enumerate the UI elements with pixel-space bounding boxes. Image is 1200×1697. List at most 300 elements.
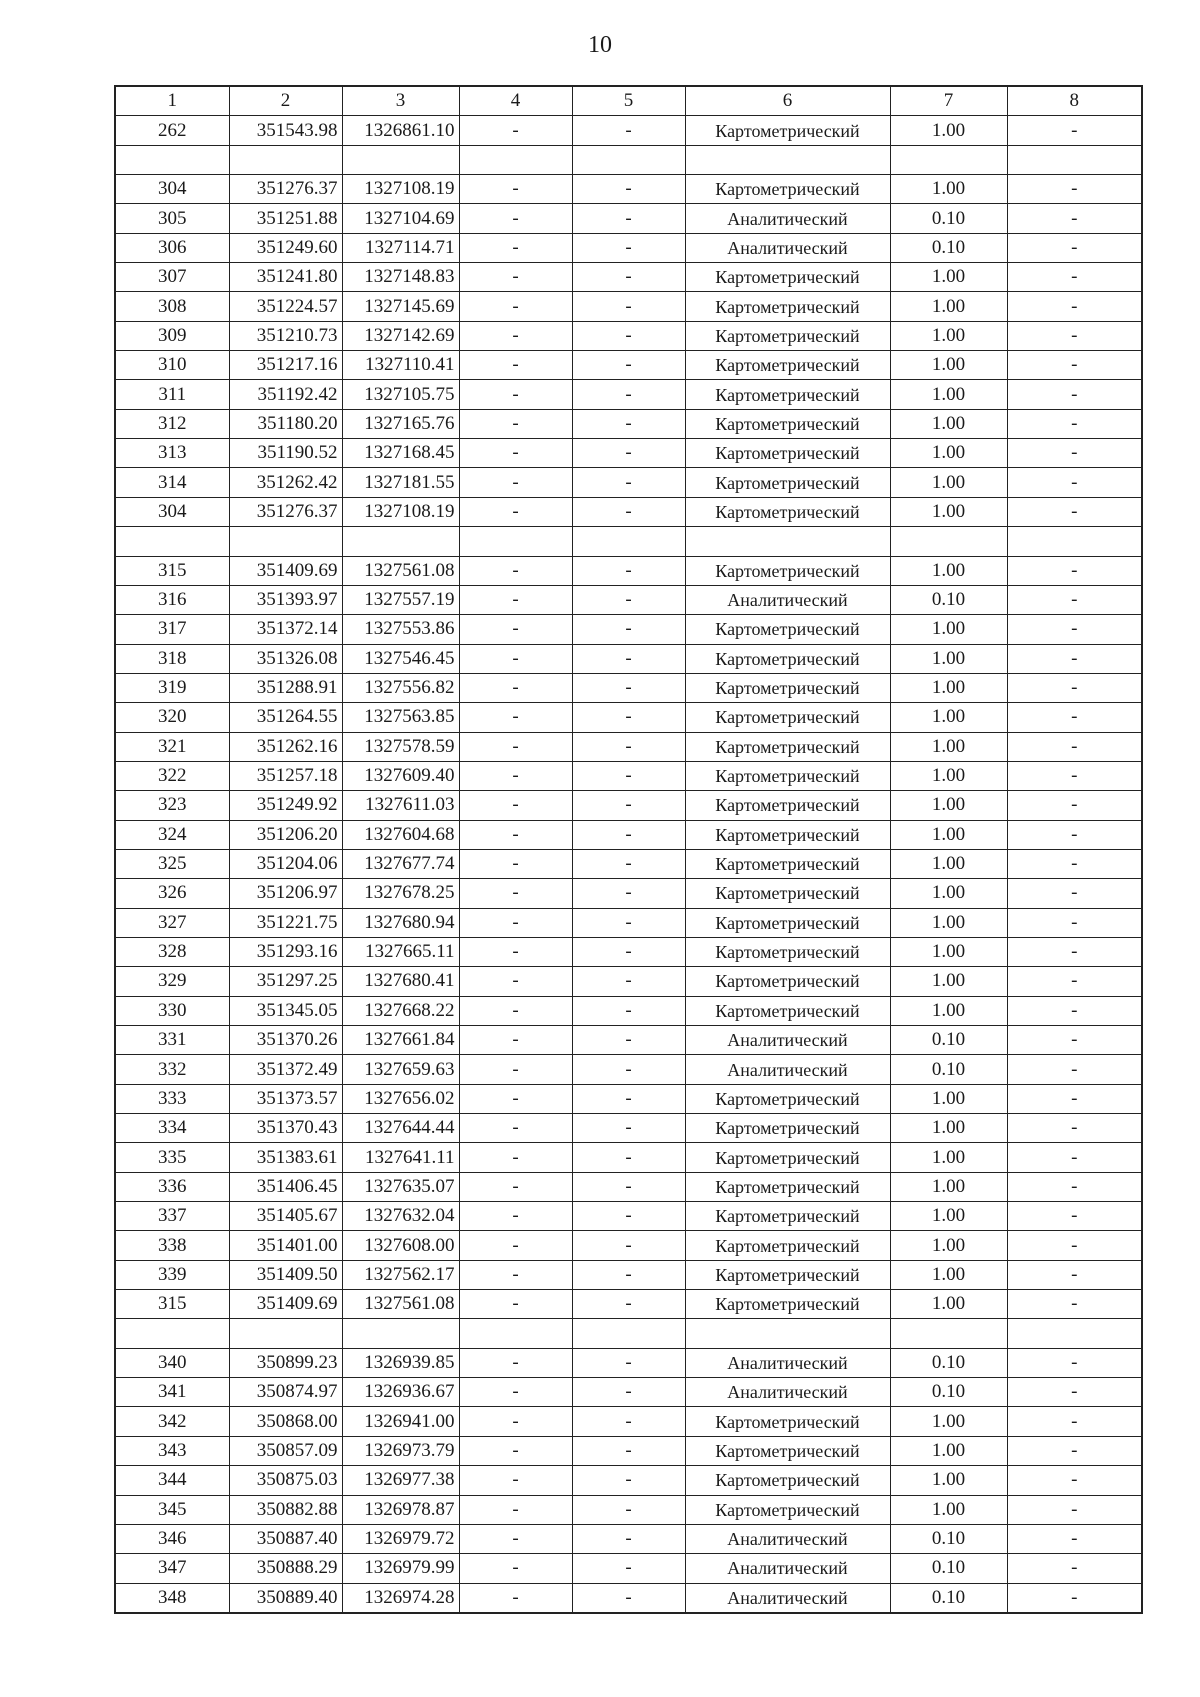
column-4-cell: - [459, 556, 572, 585]
method-cell: Картометрический [685, 967, 890, 996]
accuracy-cell: 1.00 [890, 292, 1007, 321]
y-coordinate-cell: 1327563.85 [342, 703, 459, 732]
method-cell: Аналитический [685, 1378, 890, 1407]
accuracy-cell: 0.10 [890, 1378, 1007, 1407]
point-number-cell: 315 [115, 556, 229, 585]
y-coordinate-cell: 1327546.45 [342, 644, 459, 673]
column-5-cell: - [572, 1084, 685, 1113]
table-row [115, 967, 1142, 996]
column-4-cell: - [459, 175, 572, 204]
table-row [115, 1055, 1142, 1084]
table-row [115, 732, 1142, 761]
table-row [115, 556, 1142, 585]
x-coordinate-cell: 351206.97 [229, 879, 342, 908]
column-8-cell: - [1007, 380, 1142, 409]
column-8-cell: - [1007, 937, 1142, 966]
point-number-cell: 317 [115, 615, 229, 644]
method-cell: Картометрический [685, 820, 890, 849]
column-4-cell: - [459, 967, 572, 996]
method-cell: Картометрический [685, 380, 890, 409]
column-5-cell: - [572, 849, 685, 878]
accuracy-cell: 0.10 [890, 1026, 1007, 1055]
y-coordinate-cell: 1327181.55 [342, 468, 459, 497]
y-coordinate-cell [342, 527, 459, 556]
x-coordinate-cell: 351190.52 [229, 439, 342, 468]
point-number-cell: 346 [115, 1524, 229, 1553]
x-coordinate-cell: 351393.97 [229, 585, 342, 614]
point-number-cell: 336 [115, 1172, 229, 1201]
y-coordinate-cell: 1326861.10 [342, 116, 459, 145]
x-coordinate-cell: 351370.26 [229, 1026, 342, 1055]
column-4-cell: - [459, 1114, 572, 1143]
column-5-cell: - [572, 996, 685, 1025]
column-5-cell: - [572, 820, 685, 849]
point-number-cell: 314 [115, 468, 229, 497]
column-8-cell: - [1007, 1202, 1142, 1231]
accuracy-cell: 1.00 [890, 1436, 1007, 1465]
column-5-cell [572, 145, 685, 174]
table-row [115, 908, 1142, 937]
column-5-cell: - [572, 1260, 685, 1289]
accuracy-cell: 1.00 [890, 439, 1007, 468]
x-coordinate-cell: 351370.43 [229, 1114, 342, 1143]
method-cell: Картометрический [685, 791, 890, 820]
accuracy-cell: 0.10 [890, 1348, 1007, 1377]
column-4-cell: - [459, 820, 572, 849]
table-row [115, 1436, 1142, 1465]
point-number-cell: 304 [115, 497, 229, 526]
y-coordinate-cell: 1327562.17 [342, 1260, 459, 1289]
x-coordinate-cell: 351224.57 [229, 292, 342, 321]
accuracy-cell: 1.00 [890, 116, 1007, 145]
table-row [115, 380, 1142, 409]
column-4-cell: - [459, 1348, 572, 1377]
y-coordinate-cell: 1326939.85 [342, 1348, 459, 1377]
column-4-cell: - [459, 879, 572, 908]
column-8-cell: - [1007, 409, 1142, 438]
x-coordinate-cell: 351180.20 [229, 409, 342, 438]
method-cell [685, 145, 890, 174]
x-coordinate-cell: 351217.16 [229, 351, 342, 380]
column-8-cell: - [1007, 1348, 1142, 1377]
column-5-cell: - [572, 791, 685, 820]
column-8-cell: - [1007, 879, 1142, 908]
column-8-cell: - [1007, 1231, 1142, 1260]
point-number-cell: 313 [115, 439, 229, 468]
point-number-cell: 348 [115, 1583, 229, 1613]
y-coordinate-cell: 1327608.00 [342, 1231, 459, 1260]
y-coordinate-cell: 1326979.72 [342, 1524, 459, 1553]
accuracy-cell: 0.10 [890, 233, 1007, 262]
column-5-cell: - [572, 1143, 685, 1172]
method-cell: Картометрический [685, 351, 890, 380]
point-number-cell: 304 [115, 175, 229, 204]
x-coordinate-cell: 351372.14 [229, 615, 342, 644]
accuracy-cell: 1.00 [890, 879, 1007, 908]
accuracy-cell: 1.00 [890, 732, 1007, 761]
column-4-cell: - [459, 1084, 572, 1113]
accuracy-cell: 1.00 [890, 321, 1007, 350]
accuracy-cell: 0.10 [890, 1055, 1007, 1084]
table-row [115, 468, 1142, 497]
y-coordinate-cell: 1327561.08 [342, 556, 459, 585]
column-4-cell: - [459, 1495, 572, 1524]
point-number-cell: 332 [115, 1055, 229, 1084]
column-8-cell: - [1007, 791, 1142, 820]
table-row [115, 996, 1142, 1025]
point-number-cell: 322 [115, 761, 229, 790]
column-5-cell [572, 1319, 685, 1348]
y-coordinate-cell: 1327611.03 [342, 791, 459, 820]
column-8-cell: - [1007, 321, 1142, 350]
column-4-cell: - [459, 497, 572, 526]
method-cell: Картометрический [685, 1260, 890, 1289]
column-4-cell: - [459, 703, 572, 732]
x-coordinate-cell: 351192.42 [229, 380, 342, 409]
x-coordinate-cell [229, 527, 342, 556]
accuracy-cell: 1.00 [890, 1202, 1007, 1231]
y-coordinate-cell: 1327556.82 [342, 673, 459, 702]
accuracy-cell: 1.00 [890, 703, 1007, 732]
y-coordinate-cell: 1326974.28 [342, 1583, 459, 1613]
x-coordinate-cell: 350888.29 [229, 1554, 342, 1583]
column-5-cell: - [572, 468, 685, 497]
table-row [115, 1260, 1142, 1289]
column-4-cell: - [459, 1583, 572, 1613]
column-8-cell: - [1007, 967, 1142, 996]
column-5-cell: - [572, 204, 685, 233]
x-coordinate-cell: 351383.61 [229, 1143, 342, 1172]
column-5-cell: - [572, 1348, 685, 1377]
coordinates-table [114, 85, 1143, 1614]
x-coordinate-cell: 351401.00 [229, 1231, 342, 1260]
point-number-cell: 327 [115, 908, 229, 937]
point-number-cell: 320 [115, 703, 229, 732]
x-coordinate-cell: 351264.55 [229, 703, 342, 732]
column-8-cell: - [1007, 175, 1142, 204]
column-8-cell [1007, 527, 1142, 556]
table-row [115, 1172, 1142, 1201]
column-4-cell: - [459, 644, 572, 673]
accuracy-cell: 1.00 [890, 1466, 1007, 1495]
column-4-cell: - [459, 1260, 572, 1289]
column-8-cell: - [1007, 996, 1142, 1025]
column-8-cell: - [1007, 497, 1142, 526]
method-cell [685, 1319, 890, 1348]
point-number-cell: 334 [115, 1114, 229, 1143]
y-coordinate-cell: 1327104.69 [342, 204, 459, 233]
table-row [115, 820, 1142, 849]
y-coordinate-cell: 1327148.83 [342, 263, 459, 292]
accuracy-cell: 1.00 [890, 996, 1007, 1025]
method-cell: Картометрический [685, 761, 890, 790]
method-cell: Картометрический [685, 468, 890, 497]
x-coordinate-cell: 351406.45 [229, 1172, 342, 1201]
column-8-cell: - [1007, 1114, 1142, 1143]
x-coordinate-cell: 350899.23 [229, 1348, 342, 1377]
method-cell: Картометрический [685, 732, 890, 761]
column-5-cell: - [572, 967, 685, 996]
y-coordinate-cell: 1327168.45 [342, 439, 459, 468]
column-4-cell: - [459, 204, 572, 233]
column-8-cell: - [1007, 1290, 1142, 1319]
column-header: 7 [890, 86, 1007, 116]
table-row [115, 1114, 1142, 1143]
method-cell: Картометрический [685, 1084, 890, 1113]
column-5-cell: - [572, 556, 685, 585]
x-coordinate-cell: 351297.25 [229, 967, 342, 996]
method-cell: Аналитический [685, 1055, 890, 1084]
accuracy-cell: 1.00 [890, 409, 1007, 438]
column-8-cell: - [1007, 615, 1142, 644]
table-row [115, 204, 1142, 233]
y-coordinate-cell: 1327609.40 [342, 761, 459, 790]
column-4-cell: - [459, 761, 572, 790]
y-coordinate-cell: 1327641.11 [342, 1143, 459, 1172]
method-cell: Картометрический [685, 116, 890, 145]
table-row [115, 1231, 1142, 1260]
column-5-cell: - [572, 1407, 685, 1436]
column-4-cell: - [459, 849, 572, 878]
column-4-cell [459, 145, 572, 174]
column-8-cell [1007, 1319, 1142, 1348]
table-row [115, 439, 1142, 468]
column-8-cell: - [1007, 761, 1142, 790]
method-cell: Картометрический [685, 879, 890, 908]
accuracy-cell: 1.00 [890, 351, 1007, 380]
accuracy-cell: 1.00 [890, 967, 1007, 996]
y-coordinate-cell: 1327659.63 [342, 1055, 459, 1084]
column-5-cell: - [572, 673, 685, 702]
y-coordinate-cell: 1327105.75 [342, 380, 459, 409]
accuracy-cell [890, 527, 1007, 556]
column-5-cell: - [572, 1436, 685, 1465]
column-4-cell: - [459, 1143, 572, 1172]
column-4-cell: - [459, 791, 572, 820]
x-coordinate-cell: 350868.00 [229, 1407, 342, 1436]
point-number-cell: 328 [115, 937, 229, 966]
point-number-cell: 333 [115, 1084, 229, 1113]
y-coordinate-cell: 1327578.59 [342, 732, 459, 761]
column-4-cell: - [459, 380, 572, 409]
column-4-cell: - [459, 1378, 572, 1407]
column-5-cell: - [572, 409, 685, 438]
y-coordinate-cell: 1327632.04 [342, 1202, 459, 1231]
x-coordinate-cell: 350857.09 [229, 1436, 342, 1465]
column-5-cell: - [572, 1231, 685, 1260]
point-number-cell: 315 [115, 1290, 229, 1319]
column-5-cell: - [572, 351, 685, 380]
table-row [115, 263, 1142, 292]
method-cell: Картометрический [685, 996, 890, 1025]
table-row [115, 644, 1142, 673]
accuracy-cell: 1.00 [890, 791, 1007, 820]
column-5-cell: - [572, 1524, 685, 1553]
column-4-cell: - [459, 351, 572, 380]
point-number-cell: 341 [115, 1378, 229, 1407]
column-4-cell: - [459, 1055, 572, 1084]
column-4-cell: - [459, 468, 572, 497]
column-4-cell: - [459, 1026, 572, 1055]
table-row [115, 849, 1142, 878]
accuracy-cell: 0.10 [890, 1583, 1007, 1613]
point-number-cell: 345 [115, 1495, 229, 1524]
method-cell: Картометрический [685, 937, 890, 966]
y-coordinate-cell: 1326936.67 [342, 1378, 459, 1407]
column-4-cell: - [459, 233, 572, 262]
method-cell: Аналитический [685, 1524, 890, 1553]
column-4-cell: - [459, 1202, 572, 1231]
point-number-cell [115, 527, 229, 556]
column-5-cell: - [572, 321, 685, 350]
column-5-cell: - [572, 263, 685, 292]
column-5-cell: - [572, 1495, 685, 1524]
column-4-cell: - [459, 908, 572, 937]
column-5-cell: - [572, 1202, 685, 1231]
column-8-cell: - [1007, 1554, 1142, 1583]
y-coordinate-cell: 1326973.79 [342, 1436, 459, 1465]
column-4-cell: - [459, 1466, 572, 1495]
x-coordinate-cell: 351345.05 [229, 996, 342, 1025]
accuracy-cell: 1.00 [890, 673, 1007, 702]
y-coordinate-cell: 1326977.38 [342, 1466, 459, 1495]
y-coordinate-cell: 1327114.71 [342, 233, 459, 262]
method-cell: Картометрический [685, 849, 890, 878]
column-4-cell: - [459, 1524, 572, 1553]
table-row [115, 615, 1142, 644]
column-5-cell: - [572, 1466, 685, 1495]
y-coordinate-cell [342, 145, 459, 174]
y-coordinate-cell: 1327165.76 [342, 409, 459, 438]
method-cell [685, 527, 890, 556]
column-4-cell: - [459, 409, 572, 438]
column-8-cell: - [1007, 908, 1142, 937]
point-number-cell: 311 [115, 380, 229, 409]
column-header: 1 [115, 86, 229, 116]
y-coordinate-cell: 1326941.00 [342, 1407, 459, 1436]
method-cell: Картометрический [685, 1114, 890, 1143]
column-8-cell: - [1007, 116, 1142, 145]
y-coordinate-cell: 1326978.87 [342, 1495, 459, 1524]
column-5-cell: - [572, 497, 685, 526]
x-coordinate-cell: 351204.06 [229, 849, 342, 878]
method-cell: Картометрический [685, 556, 890, 585]
column-4-cell: - [459, 116, 572, 145]
column-8-cell: - [1007, 1495, 1142, 1524]
method-cell: Аналитический [685, 1554, 890, 1583]
y-coordinate-cell: 1326979.99 [342, 1554, 459, 1583]
column-8-cell: - [1007, 585, 1142, 614]
method-cell: Картометрический [685, 497, 890, 526]
method-cell: Аналитический [685, 1026, 890, 1055]
point-number-cell: 316 [115, 585, 229, 614]
column-5-cell: - [572, 585, 685, 614]
x-coordinate-cell: 350882.88 [229, 1495, 342, 1524]
x-coordinate-cell: 351241.80 [229, 263, 342, 292]
column-4-cell: - [459, 1407, 572, 1436]
table-row [115, 1084, 1142, 1113]
table-row [115, 879, 1142, 908]
table-separator-row [115, 145, 1142, 174]
table-row [115, 351, 1142, 380]
column-8-cell: - [1007, 820, 1142, 849]
x-coordinate-cell: 351373.57 [229, 1084, 342, 1113]
accuracy-cell: 0.10 [890, 204, 1007, 233]
column-8-cell: - [1007, 1436, 1142, 1465]
y-coordinate-cell: 1327644.44 [342, 1114, 459, 1143]
accuracy-cell: 1.00 [890, 1290, 1007, 1319]
column-4-cell: - [459, 1290, 572, 1319]
method-cell: Картометрический [685, 615, 890, 644]
point-number-cell: 321 [115, 732, 229, 761]
method-cell: Аналитический [685, 204, 890, 233]
accuracy-cell: 1.00 [890, 1260, 1007, 1289]
table-row [115, 673, 1142, 702]
point-number-cell: 305 [115, 204, 229, 233]
x-coordinate-cell: 351276.37 [229, 175, 342, 204]
y-coordinate-cell: 1327108.19 [342, 175, 459, 204]
point-number-cell: 325 [115, 849, 229, 878]
y-coordinate-cell: 1327665.11 [342, 937, 459, 966]
column-5-cell: - [572, 380, 685, 409]
x-coordinate-cell: 351543.98 [229, 116, 342, 145]
x-coordinate-cell: 351257.18 [229, 761, 342, 790]
method-cell: Картометрический [685, 175, 890, 204]
column-8-cell: - [1007, 233, 1142, 262]
method-cell: Картометрический [685, 1495, 890, 1524]
column-4-cell: - [459, 1554, 572, 1583]
column-5-cell: - [572, 116, 685, 145]
column-8-cell: - [1007, 1466, 1142, 1495]
column-5-cell: - [572, 175, 685, 204]
point-number-cell: 262 [115, 116, 229, 145]
column-4-cell: - [459, 292, 572, 321]
table-row [115, 1348, 1142, 1377]
column-8-cell: - [1007, 439, 1142, 468]
method-cell: Аналитический [685, 1583, 890, 1613]
column-8-cell: - [1007, 732, 1142, 761]
accuracy-cell: 1.00 [890, 468, 1007, 497]
y-coordinate-cell: 1327661.84 [342, 1026, 459, 1055]
method-cell: Аналитический [685, 233, 890, 262]
accuracy-cell: 1.00 [890, 556, 1007, 585]
table-row [115, 1378, 1142, 1407]
column-5-cell: - [572, 1554, 685, 1583]
table-row [115, 1583, 1142, 1613]
x-coordinate-cell: 351262.42 [229, 468, 342, 497]
x-coordinate-cell: 351221.75 [229, 908, 342, 937]
column-header: 8 [1007, 86, 1142, 116]
point-number-cell: 307 [115, 263, 229, 292]
y-coordinate-cell: 1327142.69 [342, 321, 459, 350]
column-4-cell: - [459, 673, 572, 702]
point-number-cell: 324 [115, 820, 229, 849]
table-row [115, 937, 1142, 966]
point-number-cell [115, 1319, 229, 1348]
column-4-cell: - [459, 1231, 572, 1260]
column-5-cell: - [572, 937, 685, 966]
column-header: 2 [229, 86, 342, 116]
column-8-cell: - [1007, 556, 1142, 585]
x-coordinate-cell: 350875.03 [229, 1466, 342, 1495]
column-header: 5 [572, 86, 685, 116]
accuracy-cell: 1.00 [890, 1084, 1007, 1113]
table-row [115, 175, 1142, 204]
table-row [115, 791, 1142, 820]
accuracy-cell: 1.00 [890, 263, 1007, 292]
point-number-cell: 335 [115, 1143, 229, 1172]
point-number-cell: 312 [115, 409, 229, 438]
